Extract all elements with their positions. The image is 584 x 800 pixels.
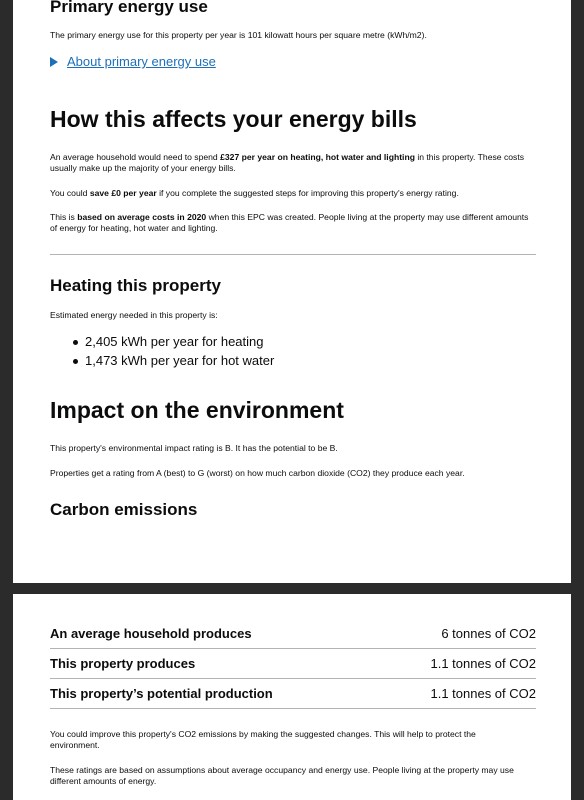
heating-heading: Heating this property	[50, 276, 221, 295]
environment-paragraph-1: This property's environmental impact rating is B. It has the potential to be B.	[50, 443, 338, 453]
row-value: 6 tonnes of CO2	[441, 626, 536, 641]
row-label: This property’s potential production	[50, 686, 273, 701]
row-value: 1.1 tonnes of CO2	[430, 686, 536, 701]
energy-bills-paragraph-3: This is based on average costs in 2020 when this EPC was created. People living at the property may use different amounts of energy for heating, hot water and lighting.	[50, 212, 529, 233]
primary-energy-details[interactable]	[50, 54, 216, 70]
carbon-paragraph-1: You could improve this property's CO2 emissions by making the suggested changes. This will help to protect the environment.	[50, 729, 476, 750]
row-label: This property produces	[50, 656, 196, 671]
energy-bills-paragraph-2: You could save £0 per year if you complete the suggested steps for improving this property's energy rating.	[50, 188, 459, 198]
table-row	[50, 649, 536, 679]
document-page-2	[13, 594, 571, 800]
list-item: 2,405 kWh per year for heating	[50, 332, 274, 351]
disclosure-triangle-icon	[50, 57, 58, 67]
row-label: An average household produces	[50, 626, 252, 641]
list-item: 1,473 kWh per year for hot water	[50, 351, 274, 370]
heating-intro: Estimated energy needed in this property is:	[50, 310, 218, 320]
section-divider	[50, 254, 536, 255]
about-primary-energy-link[interactable]: About primary energy use	[67, 54, 216, 69]
primary-energy-heading: Primary energy use	[50, 0, 208, 16]
carbon-paragraph-2: These ratings are based on assumptions about average occupancy and energy use. People living at the property may use different amounts of energy.	[50, 765, 514, 786]
heating-list	[50, 332, 274, 370]
primary-energy-text: The primary energy use for this property per year is 101 kilowatt hours per square metre (kWh/m2).	[50, 30, 427, 40]
table-row	[50, 619, 536, 649]
table-row	[50, 679, 536, 709]
environment-paragraph-2: Properties get a rating from A (best) to G (worst) on how much carbon dioxide (CO2) they produce each year.	[50, 468, 465, 478]
document-page-1	[13, 0, 571, 583]
row-value: 1.1 tonnes of CO2	[430, 656, 536, 671]
environment-heading: Impact on the environment	[50, 397, 344, 423]
energy-bills-paragraph-1: An average household would need to spend £327 per year on heating, hot water and lighting in this property. These costs usually make up the majority of your energy bills.	[50, 152, 524, 173]
carbon-emissions-heading: Carbon emissions	[50, 500, 198, 519]
energy-bills-heading: How this affects your energy bills	[50, 106, 417, 132]
